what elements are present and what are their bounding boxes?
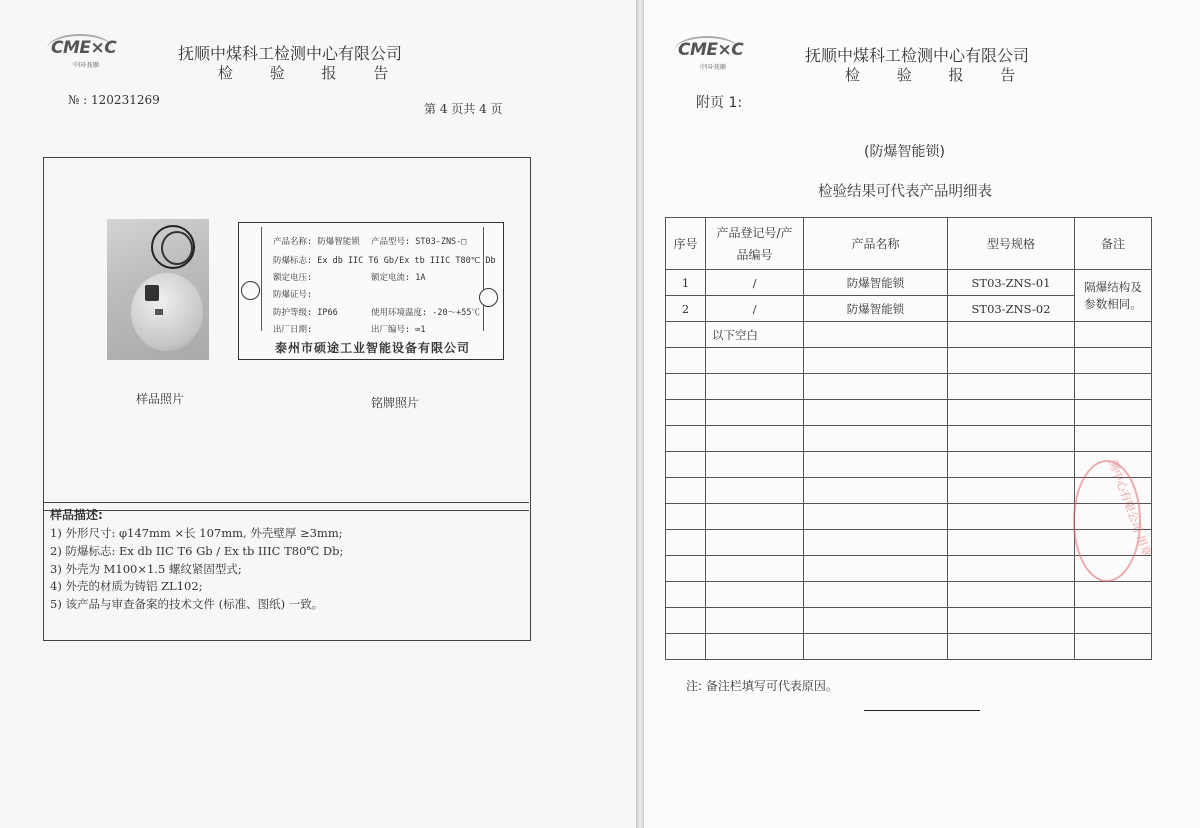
seal-text: 测中心有限公司 用章 xyxy=(1106,457,1154,559)
product-detail-table xyxy=(665,217,1152,660)
cell-registration-no: / xyxy=(706,270,804,296)
plate-mfg-date: 出厂日期: xyxy=(273,325,313,335)
page-info: 第 4 页共 4 页 xyxy=(424,102,503,116)
organization-name: 抚顺中煤科工检测中心有限公司 xyxy=(178,44,403,63)
table-row xyxy=(666,374,1152,400)
description-item: 5) 该产品与审查备案的技术文件 (标准、图纸) 一致。 xyxy=(50,597,324,611)
logo-text: CME×C xyxy=(678,40,744,60)
cell-product-name: 防爆智能锁 xyxy=(804,270,948,296)
logo-subtext: 中国·抚顺 xyxy=(73,62,99,69)
header-registration-no: 产品登记号/产品编号 xyxy=(706,218,804,270)
cable-coil-inner xyxy=(161,231,193,265)
frame-divider xyxy=(43,502,529,503)
cell-product-name: 防爆智能锁 xyxy=(804,296,948,322)
plate-rated-current: 额定电流: 1A xyxy=(371,273,426,283)
table-row xyxy=(666,400,1152,426)
product-title: (防爆智能锁) xyxy=(864,144,945,160)
table-row xyxy=(666,426,1152,452)
mounting-hole-left xyxy=(241,281,260,300)
sample-photo-caption: 样品照片 xyxy=(136,392,185,406)
cmec-logo xyxy=(51,38,117,69)
lock-port xyxy=(155,309,163,315)
table-row xyxy=(666,348,1152,374)
plate-ip-rating: 防护等级: IP66 xyxy=(273,308,338,318)
plate-ambient-temp: 使用环境温度: -20～+55℃ xyxy=(371,308,480,318)
report-title: 检 验 报 告 xyxy=(845,66,1032,84)
table-row xyxy=(666,270,1152,296)
report-title: 检 验 报 告 xyxy=(218,64,405,82)
plate-serial-no: 出厂编号: ∞1 xyxy=(371,325,426,335)
remark-text: 隔爆结构及参数相同。 xyxy=(1084,279,1142,311)
plate-rated-voltage: 额定电压: xyxy=(273,273,313,283)
company-seal xyxy=(1073,457,1154,582)
plate-cert-no: 防爆证号: xyxy=(273,290,313,300)
table-row xyxy=(666,452,1152,478)
nameplate-photo-caption: 铭牌照片 xyxy=(371,396,420,410)
mounting-hole-right xyxy=(479,288,498,307)
cell-registration-no: / xyxy=(706,296,804,322)
description-item: 3) 外壳为 M100×1.5 螺纹紧固型式; xyxy=(50,562,242,576)
blank-note: 以下空白 xyxy=(706,322,804,348)
nameplate-photo xyxy=(238,222,504,360)
description-item: 1) 外形尺寸: φ147mm ×长 107mm, 外壳壁厚 ≥3mm; xyxy=(50,526,343,540)
page-gutter xyxy=(636,0,644,828)
organization-name: 抚顺中煤科工检测中心有限公司 xyxy=(805,46,1030,65)
sample-description-title: 样品描述: xyxy=(50,508,103,522)
logo-text: CME×C xyxy=(51,38,117,58)
signature-line xyxy=(864,710,980,711)
table-row xyxy=(666,608,1152,634)
attachment-label: 附页 1: xyxy=(696,95,743,111)
cell-serial: 1 xyxy=(666,270,706,296)
header-remark: 备注 xyxy=(1075,218,1152,270)
table-row xyxy=(666,634,1152,660)
table-title: 检验结果可代表产品明细表 xyxy=(818,184,992,200)
cmec-logo xyxy=(678,40,744,71)
table-note: 注: 备注栏填写可代表原因。 xyxy=(686,679,838,693)
lock-body xyxy=(131,273,203,351)
table-row xyxy=(666,556,1152,582)
lock-screen xyxy=(145,285,159,301)
table-row xyxy=(666,582,1152,608)
description-item: 4) 外壳的材质为铸铝 ZL102; xyxy=(50,579,203,593)
sample-photo xyxy=(107,219,209,360)
attachment-page-1 xyxy=(644,0,1200,828)
table-header-row xyxy=(666,218,1152,270)
plate-manufacturer: 泰州市硕途工业智能设备有限公司 xyxy=(275,341,471,355)
cell-remark xyxy=(1075,270,1152,322)
plate-model: 产品型号: ST03-ZNS-□ xyxy=(371,237,467,247)
cell-model-spec: ST03-ZNS-01 xyxy=(948,270,1075,296)
frame-divider-2 xyxy=(43,510,529,511)
report-number: № : 120231269 xyxy=(68,93,160,107)
cell-model-spec: ST03-ZNS-02 xyxy=(948,296,1075,322)
header-serial: 序号 xyxy=(666,218,706,270)
header-model-spec: 型号规格 xyxy=(948,218,1075,270)
description-item: 2) 防爆标志: Ex db IIC T6 Gb / Ex tb IIIC T80℃ Db; xyxy=(50,544,344,558)
plate-ex-mark: 防爆标志: Ex db IIC T6 Gb/Ex tb IIIC T80℃ Db xyxy=(273,256,496,266)
table-row xyxy=(666,322,1152,348)
plate-rail-right xyxy=(483,227,484,331)
plate-rail-left xyxy=(261,227,262,331)
header-product-name: 产品名称 xyxy=(804,218,948,270)
plate-product-name: 产品名称: 防爆智能锁 xyxy=(273,237,360,247)
logo-subtext: 中国·抚顺 xyxy=(700,64,726,71)
cell-serial: 2 xyxy=(666,296,706,322)
